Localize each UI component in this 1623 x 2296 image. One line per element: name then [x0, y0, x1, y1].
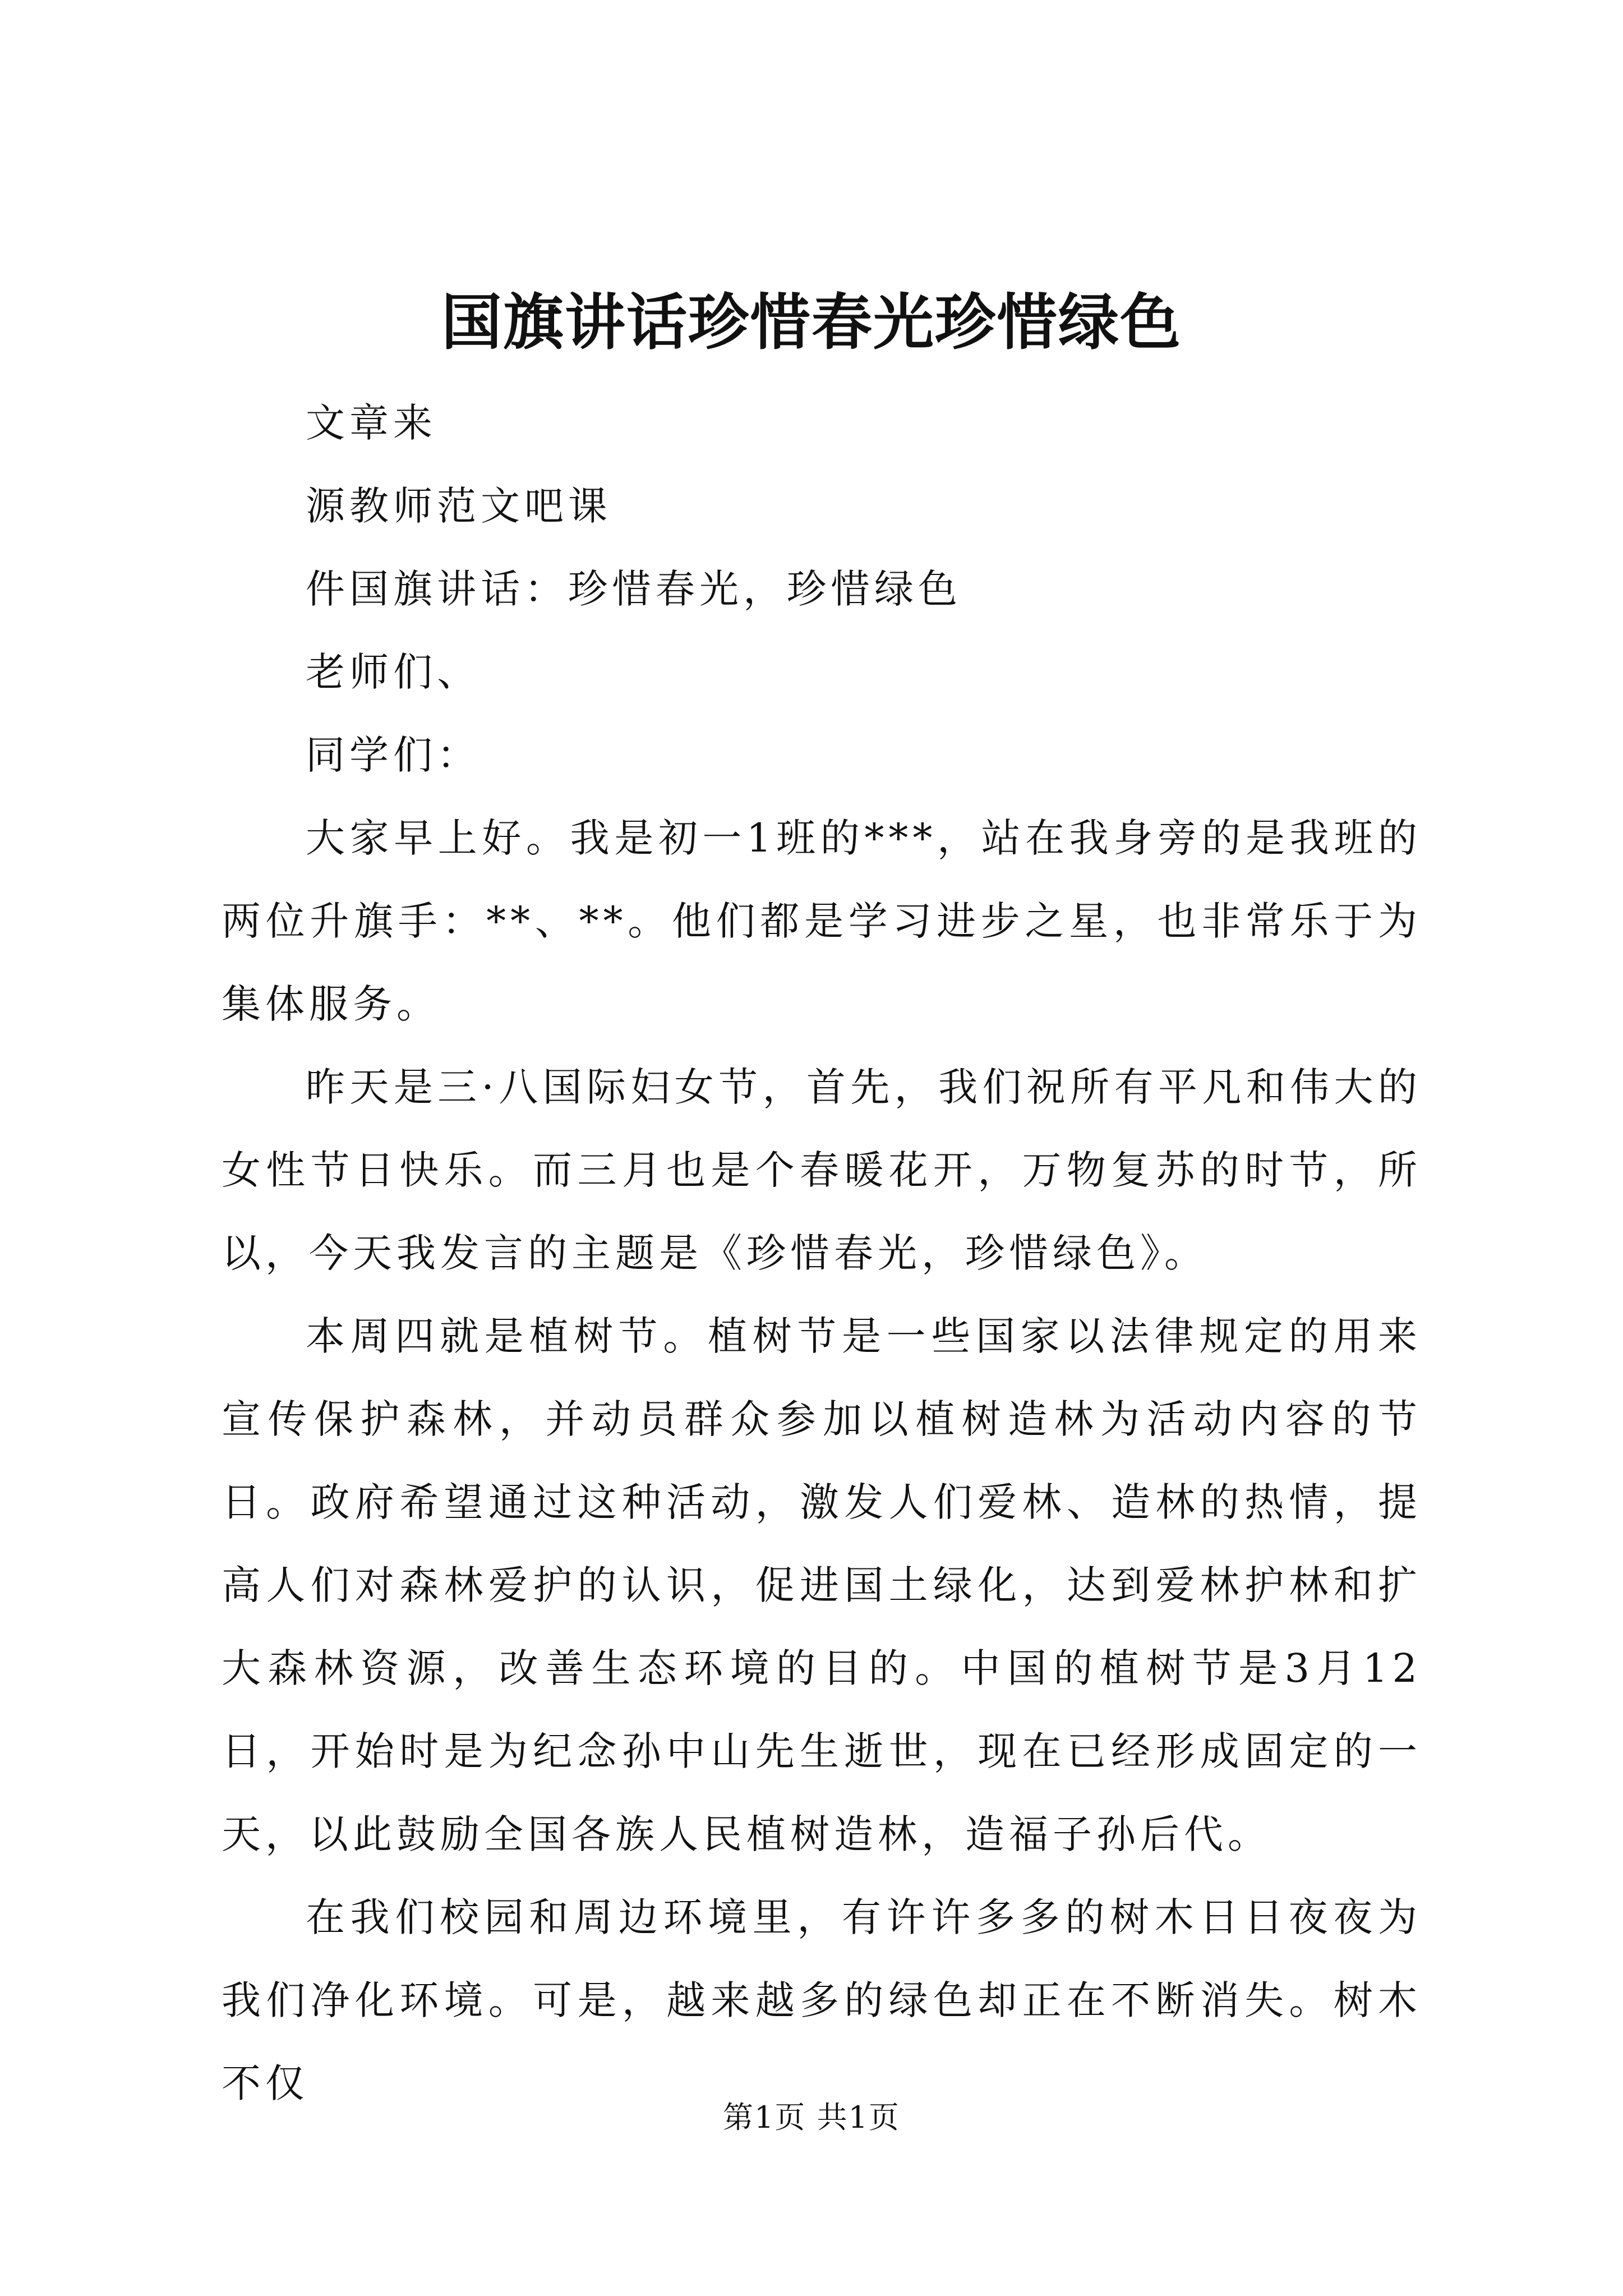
- header-line: 件国旗讲话：珍惜春光，珍惜绿色: [306, 566, 962, 612]
- document-body: [222, 381, 1422, 2125]
- paragraph-campus-trees: 在我们校园和周边环境里，有许许多多的树木日日夜夜为我们净化环境。可是，越来越多的绿色却正在不断消失。树木不仅: [222, 1894, 1422, 2106]
- salutation-line: 同学们：: [306, 732, 481, 778]
- paragraph-womens-day: 昨天是三·八国际妇女节，首先，我们祝所有平凡和伟大的女性节日快乐。而三月也是个春暖花开，万物复苏的时节，所以，今天我发言的主题是《珍惜春光，珍惜绿色》。: [222, 1064, 1422, 1276]
- page-footer: 第1页 共1页: [723, 2100, 900, 2135]
- paragraph-arbor-day: 本周四就是植树节。植树节是一些国家以法律规定的用来宣传保护森林，并动员群众参加以植树造林为活动内容的节日。政府希望通过这种活动，激发人们爱林、造林的热情，提高人们对森林爱护的认识，促进国土绿化，达到爱林护林和扩大森林资源，改善生态环境的目的。中国的植树节是3月12日，开始时是为纪念孙中山先生逝世，现在已经形成固定的一天，以此鼓励全国各族人民植树造林，造福子孙后代。: [222, 1313, 1422, 1857]
- salutation-line: 老师们、: [306, 649, 481, 695]
- paragraph-intro: 大家早上好。我是初一1班的***，站在我身旁的是我班的两位升旗手：**、**。他们都是学习进步之星，也非常乐于为集体服务。: [222, 815, 1422, 1027]
- header-line: 源教师范文吧课: [306, 483, 612, 529]
- header-line: 文章来: [306, 400, 437, 446]
- document-title: 国旗讲话珍惜春光珍惜绿色: [441, 287, 1182, 358]
